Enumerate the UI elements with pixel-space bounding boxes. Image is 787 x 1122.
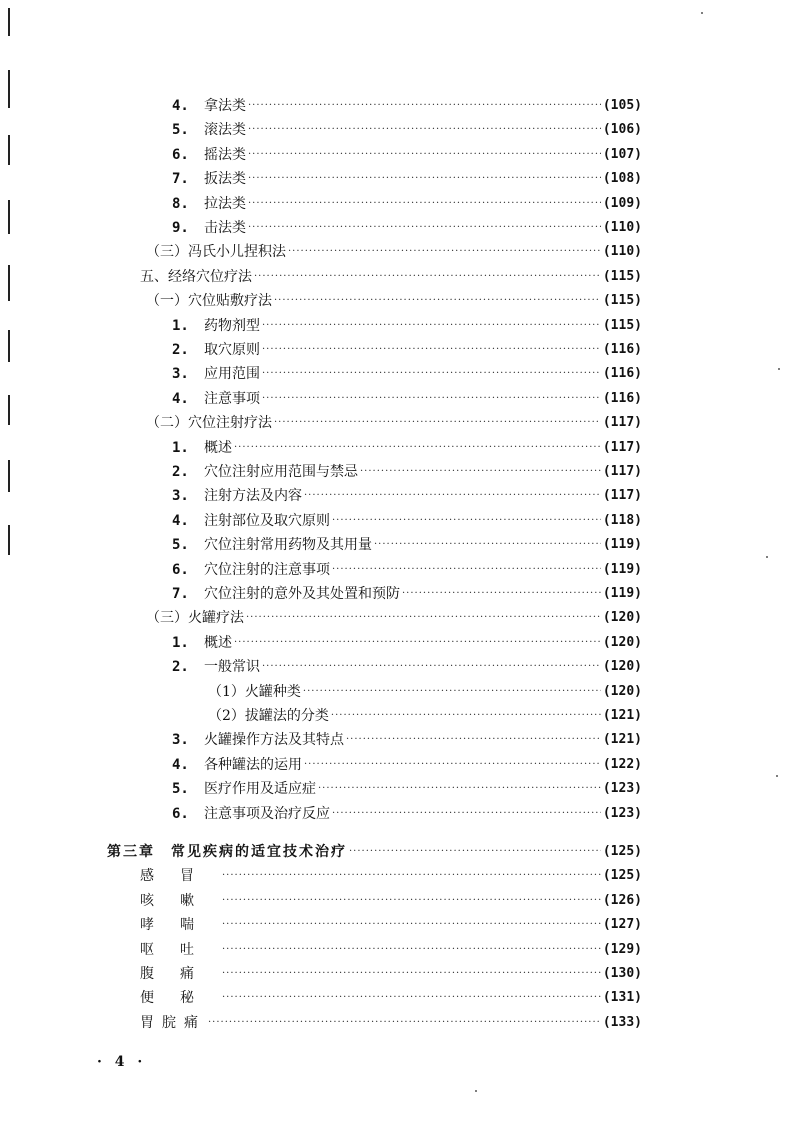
toc-entry-number: 8.	[172, 195, 189, 212]
toc-entry-number: 3.	[172, 488, 189, 505]
toc-entry-title: 概述	[204, 439, 232, 456]
leader-dots	[262, 388, 601, 410]
toc-entry-title: 穴位注射常用药物及其用量	[204, 537, 372, 554]
toc-entry-number: 1.	[172, 634, 189, 651]
toc-entry-number: 2.	[172, 342, 189, 358]
toc-entry-page: (121)	[602, 708, 642, 723]
leader-dots	[262, 363, 601, 385]
toc-entry-page: (118)	[602, 512, 642, 528]
toc-entry-page: (106)	[602, 122, 642, 138]
toc-entry[interactable]	[172, 510, 642, 532]
toc-entry-page: (133)	[602, 1014, 642, 1030]
leader-dots	[262, 656, 601, 678]
margin-mark-8	[8, 460, 10, 492]
toc-entry-number: 2.	[172, 464, 189, 480]
toc-entry-page: (110)	[602, 244, 642, 260]
toc-entry-title: （三）冯氏小儿捏积法	[146, 244, 286, 261]
leader-dots	[248, 119, 601, 141]
toc-entry-title: 穴位注射的注意事项	[204, 561, 330, 578]
toc-entry[interactable]	[172, 193, 642, 215]
leader-dots	[346, 729, 601, 751]
toc-entry-title: 咳嗽	[140, 892, 220, 909]
leader-dots	[208, 1012, 601, 1034]
toc-entry-title: 五、经络穴位疗法	[140, 268, 252, 285]
toc-entry[interactable]	[172, 534, 642, 556]
toc-entry-number: 4.	[172, 98, 189, 114]
speck	[778, 368, 780, 370]
toc-entry[interactable]	[140, 890, 642, 912]
leader-dots	[332, 559, 601, 581]
speck	[776, 775, 778, 777]
toc-entry-page: (120)	[602, 610, 642, 626]
toc-entry[interactable]	[140, 939, 642, 961]
toc-entry-page: (127)	[602, 917, 642, 933]
toc-entry-number: 6.	[172, 146, 189, 163]
toc-entry[interactable]	[172, 339, 642, 361]
leader-dots	[222, 987, 601, 1009]
leader-dots	[274, 290, 601, 312]
toc-entry-title: 概述	[204, 634, 232, 651]
leader-dots	[222, 963, 601, 985]
toc-entry-title: 呕吐	[140, 941, 220, 958]
leader-dots	[374, 534, 601, 556]
toc-entry-title: 火罐操作方法及其特点	[204, 732, 344, 749]
toc-entry-number: 4.	[172, 512, 189, 529]
toc-entry[interactable]	[172, 559, 642, 581]
leader-dots	[246, 607, 601, 629]
toc-entry-page: (116)	[602, 366, 642, 382]
leader-dots	[304, 485, 601, 507]
toc-entry-number: 3.	[172, 732, 189, 749]
speck	[766, 556, 768, 558]
toc-entry[interactable]	[172, 461, 642, 483]
leader-dots	[332, 803, 601, 825]
toc-entry-title: 注射方法及内容	[204, 488, 302, 505]
toc-entry[interactable]	[140, 987, 642, 1009]
toc-entry[interactable]	[172, 729, 642, 751]
toc-entry-number: 5.	[172, 537, 189, 554]
toc-entry-page: (129)	[602, 941, 642, 957]
margin-mark-5	[8, 265, 10, 301]
leader-dots	[318, 778, 601, 800]
toc-entry-number: 6.	[172, 561, 189, 578]
toc-entry[interactable]	[172, 144, 642, 166]
leader-dots	[349, 841, 601, 863]
toc-entry-title: （2）拔罐法的分类	[208, 708, 329, 724]
toc-entry[interactable]	[172, 315, 642, 337]
page-number: · 4 ·	[97, 1054, 147, 1070]
toc-entry[interactable]	[146, 412, 642, 434]
toc-entry-title: 击法类	[204, 220, 246, 236]
leader-dots	[222, 890, 601, 912]
toc-entry-title: （一）穴位贴敷疗法	[146, 293, 272, 310]
toc-entry-page: (116)	[602, 390, 642, 406]
toc-entry-page: (120)	[602, 683, 642, 699]
toc-entry-title: 扳法类	[204, 171, 246, 188]
toc-entry-page: (105)	[602, 98, 642, 113]
leader-dots	[248, 168, 601, 190]
toc-entry-page: (125)	[602, 844, 642, 859]
toc-entry[interactable]	[208, 681, 642, 703]
margin-mark-3	[8, 135, 10, 165]
toc-entry-page: (107)	[602, 146, 642, 162]
toc-entry-page: (120)	[602, 634, 642, 650]
toc-entry[interactable]	[140, 1012, 642, 1034]
toc-entry-page: (117)	[602, 439, 642, 455]
toc-entry-title: 取穴原则	[204, 342, 260, 358]
toc-entry[interactable]	[172, 437, 642, 459]
toc-entry-title: 医疗作用及适应症	[204, 781, 316, 798]
toc-entry-title: 拉法类	[204, 195, 246, 212]
toc-entry-number: 9.	[172, 220, 189, 236]
toc-entry-title: 注意事项及治疗反应	[204, 805, 330, 822]
toc-entry-page: (119)	[602, 537, 642, 553]
toc-entry[interactable]	[172, 485, 642, 507]
margin-mark-7	[8, 395, 10, 425]
leader-dots	[274, 412, 601, 434]
speck	[475, 1090, 477, 1092]
toc-entry-page: (130)	[602, 966, 642, 981]
toc-entry[interactable]	[140, 914, 642, 936]
leader-dots	[332, 510, 601, 532]
toc-entry[interactable]	[146, 607, 642, 629]
toc-entry[interactable]	[140, 266, 642, 288]
toc-entry-page: (117)	[602, 488, 642, 504]
margin-mark-1	[8, 8, 10, 36]
leader-dots	[303, 681, 601, 703]
toc-entry-page: (109)	[602, 195, 642, 211]
toc-entry-title: 穴位注射应用范围与禁忌	[204, 464, 358, 480]
toc-entry[interactable]	[172, 632, 642, 654]
toc-entry-number: 4.	[172, 756, 189, 773]
toc-entry-title: 腹痛	[140, 966, 220, 982]
toc-entry-title: 第三章 常见疾病的适宜技术治疗	[107, 844, 347, 860]
toc-entry[interactable]	[172, 363, 642, 385]
toc-entry-page: (119)	[602, 561, 642, 577]
toc-entry[interactable]	[172, 778, 642, 800]
leader-dots	[402, 583, 601, 605]
toc-entry[interactable]	[140, 963, 642, 985]
toc-entry-title: 各种罐法的运用	[204, 756, 302, 773]
toc-entry-number: 1.	[172, 317, 189, 334]
toc-entry[interactable]	[208, 705, 642, 727]
toc-entry[interactable]	[172, 388, 642, 410]
toc-entry-title: （三）火罐疗法	[146, 610, 244, 627]
leader-dots	[234, 632, 601, 654]
toc-entry-page: (116)	[602, 342, 642, 357]
margin-mark-6	[8, 330, 10, 362]
toc-entry[interactable]	[172, 168, 642, 190]
toc-entry-title: 滚法类	[204, 122, 246, 139]
toc-entry-title: 拿法类	[204, 98, 246, 114]
toc-entry-page: (119)	[602, 586, 642, 601]
toc-entry[interactable]	[107, 841, 642, 863]
toc-entry-page: (121)	[602, 732, 642, 748]
toc-entry[interactable]	[146, 290, 642, 312]
leader-dots	[248, 95, 601, 117]
toc-entry-number: 5.	[172, 781, 189, 798]
toc-entry-title: （1）火罐种类	[208, 683, 301, 700]
leader-dots	[331, 705, 601, 727]
leader-dots	[248, 193, 601, 215]
toc-entry-number: 3.	[172, 366, 189, 383]
leader-dots	[262, 339, 601, 361]
leader-dots	[360, 461, 601, 483]
leader-dots	[248, 217, 601, 239]
toc-entry-number: 1.	[172, 439, 189, 456]
toc-entry-page: (120)	[602, 659, 642, 675]
toc-entry[interactable]	[172, 217, 642, 239]
toc-entry-page: (123)	[602, 805, 642, 821]
margin-mark-9	[8, 525, 10, 555]
toc-entry-number: 5.	[172, 122, 189, 139]
toc-entry-page: (117)	[602, 464, 642, 479]
toc-entry-page: (131)	[602, 990, 642, 1006]
toc-entry-title: 感冒	[140, 868, 220, 885]
toc-entry[interactable]	[172, 583, 642, 605]
leader-dots	[304, 754, 601, 776]
leader-dots	[234, 437, 601, 459]
toc-entry-page: (110)	[602, 220, 642, 235]
toc-entry-page: (108)	[602, 171, 642, 187]
toc-entry-title: 摇法类	[204, 146, 246, 163]
toc-entry[interactable]	[146, 241, 642, 263]
toc-entry-title: 注射部位及取穴原则	[204, 512, 330, 529]
leader-dots	[262, 315, 601, 337]
toc-entry-page: (117)	[602, 415, 642, 431]
leader-dots	[248, 144, 601, 166]
toc-entry-page: (122)	[602, 756, 642, 772]
toc-entry-title: 哮喘	[140, 917, 220, 934]
toc-entry-number: 7.	[172, 171, 189, 188]
toc-entry-title: 应用范围	[204, 366, 260, 383]
toc-entry-title: （二）穴位注射疗法	[146, 415, 272, 432]
toc-entry-page: (115)	[602, 317, 642, 333]
toc-entry[interactable]	[172, 803, 642, 825]
toc-entry-number: 6.	[172, 805, 189, 822]
toc-entry-title: 胃脘痛	[140, 1014, 206, 1031]
toc-entry[interactable]	[172, 754, 642, 776]
toc-entry-number: 7.	[172, 586, 189, 602]
toc-entry-number: 2.	[172, 659, 189, 676]
leader-dots	[222, 914, 601, 936]
margin-mark-4	[8, 200, 10, 234]
toc-entry-number: 4.	[172, 390, 189, 407]
speck	[701, 12, 703, 14]
toc-entry[interactable]	[172, 656, 642, 678]
leader-dots	[222, 939, 601, 961]
toc-entry-title: 穴位注射的意外及其处置和预防	[204, 586, 400, 602]
leader-dots	[288, 241, 601, 263]
toc-entry-page: (115)	[602, 293, 642, 309]
toc-entry-page: (123)	[602, 781, 642, 797]
toc-entry-title: 药物剂型	[204, 317, 260, 334]
toc-entry-page: (115)	[602, 268, 642, 284]
leader-dots	[254, 266, 601, 288]
toc-entry[interactable]	[172, 119, 642, 141]
toc-entry[interactable]	[140, 865, 642, 887]
toc-entry-title: 便秘	[140, 990, 220, 1007]
margin-mark-2	[8, 70, 10, 108]
toc-entry-title: 注意事项	[204, 390, 260, 407]
leader-dots	[222, 865, 601, 887]
toc-entry-page: (125)	[602, 868, 642, 884]
toc-entry[interactable]	[172, 95, 642, 117]
toc-entry-page: (126)	[602, 892, 642, 908]
toc-entry-title: 一般常识	[204, 659, 260, 676]
